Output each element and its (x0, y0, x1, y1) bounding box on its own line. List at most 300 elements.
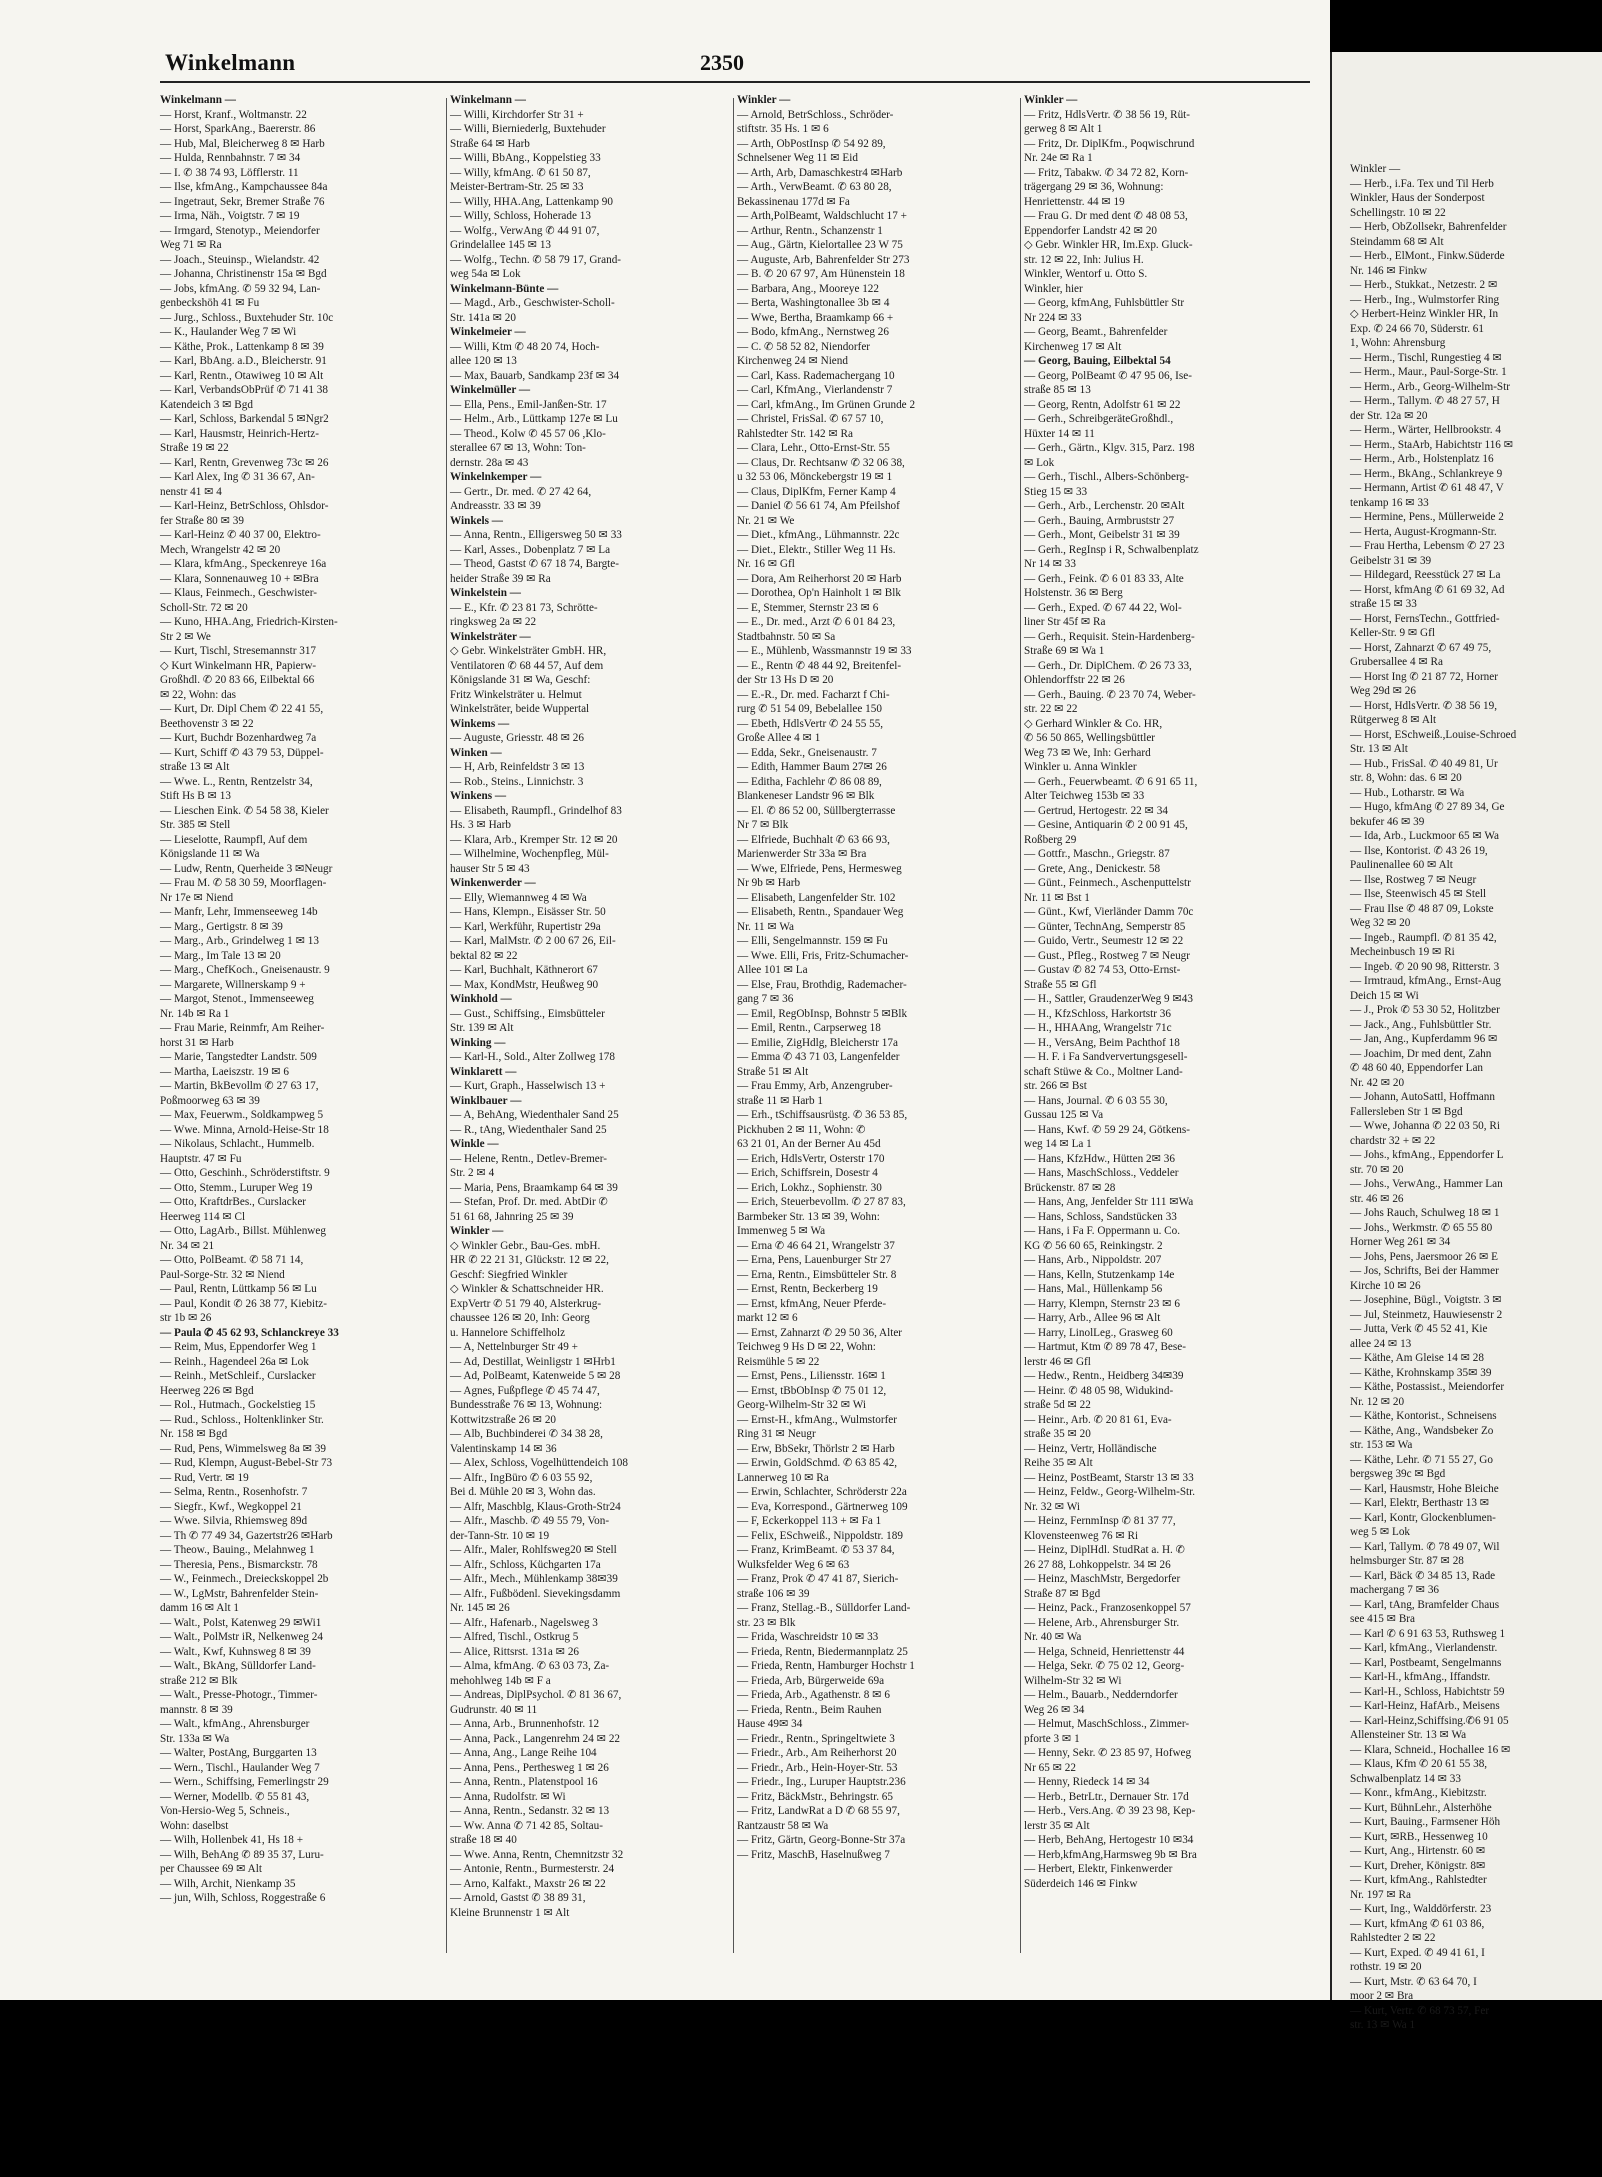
directory-entry: — Karl, VerbandsObPrüf ✆ 71 41 38 (160, 384, 328, 396)
directory-entry: Kirche 10 ✉ 26 (1350, 1279, 1421, 1292)
directory-entry: — Konr., kfmAng., Kiebitzstr. (1350, 1787, 1487, 1799)
directory-entry: — Helmut, MaschSchloss., Zimmer- (1024, 1718, 1190, 1730)
directory-entry: — Guido, Vertr., Seumestr 12 ✉ 22 (1024, 935, 1184, 947)
directory-entry: Nr 14 ✉ 33 (1024, 558, 1076, 570)
directory-entry: — Arth., VerwBeamt. ✆ 63 80 28, (737, 181, 892, 193)
directory-entry: str. 266 ✉ Bst (1024, 1080, 1087, 1092)
directory-entry: — Otto, KraftdrBes., Curslacker (160, 1196, 307, 1208)
directory-entry: Königslande 11 ✉ Wa (160, 848, 260, 860)
directory-entry: Ohlendorffstr 22 ✉ 26 (1024, 674, 1125, 686)
directory-entry: — Käthe, Prok., Lattenkamp 8 ✉ 39 (160, 340, 324, 353)
directory-entry: Fallersleben Str 1 ✉ Bgd (1350, 1105, 1463, 1118)
directory-entry: Grindelallee 145 ✉ 13 (450, 239, 552, 251)
directory-entry: Winkler u. Anna Winkler (1024, 761, 1137, 773)
directory-entry: — Karl ✆ 6 91 63 53, Ruthsweg 1 (1350, 1627, 1506, 1640)
directory-entry: Nr. 40 ✉ Wa (1024, 1631, 1082, 1643)
directory-entry: — Arnold, BetrSchloss., Schröder- (737, 108, 894, 121)
directory-entry: — Herb., BetrLtr., Dernauer Str. 17d (1024, 1790, 1189, 1803)
directory-entry: Hüxter 14 ✉ 11 (1024, 427, 1095, 440)
directory-entry: Winkelsträter — (450, 630, 531, 643)
directory-entry: — Alfr., Mech., Mühlenkamp 38✉39 (450, 1573, 618, 1585)
directory-entry: 1, Wohn: Ahrensburg (1350, 337, 1446, 349)
directory-entry: — Gerh., Tischl., Albers-Schönberg- (1024, 471, 1189, 483)
page-number: 2350 (700, 50, 744, 75)
directory-entry: — Irma, Näh., Voigtstr. 7 ✉ 19 (160, 210, 300, 222)
directory-entry: — Willy, HHA.Ang, Lattenkamp 90 (450, 195, 613, 208)
directory-entry: pforte 3 ✉ 1 (1024, 1732, 1080, 1745)
directory-entry: str 1b ✉ 26 (160, 1312, 212, 1324)
directory-entry: Kirchenweg 24 ✉ Niend (737, 355, 848, 367)
directory-entry: — Alfr., Maschb. ✆ 49 55 79, Von- (450, 1515, 610, 1527)
directory-entry: — Rob., Steins., Linnichstr. 3 (450, 775, 584, 788)
directory-entry: — Frau G. Dr med dent ✆ 48 08 53, (1024, 210, 1188, 222)
directory-entry: — Wwe, Johanna ✆ 22 03 50, Ri (1350, 1120, 1500, 1132)
directory-entry: — A, BehAng, Wiedenthaler Sand 25 (450, 1109, 619, 1121)
directory-entry: Stift Hs B ✉ 13 (160, 790, 231, 802)
directory-entry: — Margarete, Willnerskamp 9 + (160, 978, 306, 991)
directory-entry: Nr 224 ✉ 33 (1024, 311, 1082, 324)
directory-entry: — Gustav ✆ 82 74 53, Otto-Ernst- (1024, 964, 1181, 976)
directory-entry: — Jack., Ang., Fuhlsbüttler Str. (1350, 1018, 1492, 1031)
directory-entry: bektal 82 ✉ 22 (450, 949, 518, 962)
directory-entry: — W., LgMstr, Bahrenfelder Stein- (160, 1587, 319, 1600)
directory-entry: Barmbeker Str. 13 ✉ 39, Wohn: (737, 1210, 880, 1223)
directory-entry: — Hans, Arb., Nippoldstr. 207 (1024, 1254, 1162, 1266)
directory-entry: — Anna, Pens., Perthesweg 1 ✉ 26 (450, 1761, 609, 1774)
directory-entry: — Clara, Lehr., Otto-Ernst-Str. 55 (737, 442, 890, 454)
directory-entry: Nr. 24e ✉ Ra 1 (1024, 152, 1093, 164)
directory-entry: — H., VersAng, Beim Pachthof 18 (1024, 1036, 1180, 1049)
directory-entry: — Georg, kfmAng, Fuhlsbüttler Str (1024, 297, 1185, 309)
directory-entry: — Ilse, kfmAng., Kampchaussee 84a (160, 181, 328, 193)
directory-entry: Rantzaustr 58 ✉ Wa (737, 1819, 829, 1832)
directory-entry: dernstr. 28a ✉ 43 (450, 456, 529, 469)
directory-entry: — Erwin, Schlachter, Schröderstr 22a (737, 1486, 907, 1498)
directory-entry: Winkenwerder — (450, 877, 536, 889)
directory-entry: ✉ Lok (1024, 456, 1055, 469)
directory-entry: — Günt., Feinmech., Aschenputtelstr (1024, 877, 1191, 889)
directory-entry: — Herm., Tischl, Rungestieg 4 ✉ (1350, 351, 1502, 364)
directory-entry: — Anna, Rudolfstr. ✉ Wi (450, 1790, 566, 1803)
directory-entry: — W., Feinmech., Dreieckskoppel 2b (160, 1573, 329, 1585)
directory-entry: Winkler — (450, 1225, 504, 1237)
directory-entry: genbeckshöh 41 ✉ Fu (160, 297, 260, 309)
directory-entry: — Horst, ESchweiß.,Louise-Schroed (1350, 728, 1517, 741)
directory-entry: straße 18 ✉ 40 (450, 1834, 517, 1846)
directory-entry: — Erich, HdlsVertr, Osterstr 170 (737, 1152, 885, 1165)
directory-entry: — Helm., Arb., Lüttkamp 127e ✉ Lu (450, 413, 618, 425)
column-divider (446, 98, 447, 1953)
directory-entry: — Hub., Lotharstr. ✉ Wa (1350, 786, 1465, 799)
directory-entry: — Heinz, FernmInsp ✆ 81 37 77, (1024, 1515, 1176, 1527)
directory-entry: — Horst, Kranf., Woltmanstr. 22 (160, 108, 307, 121)
directory-entry: Georg-Wilhelm-Str 32 ✉ Wi (737, 1399, 866, 1411)
directory-entry: — Aug., Gärtn, Kielortallee 23 W 75 (737, 239, 903, 251)
directory-entry: Geschf: Siegfried Winkler (450, 1268, 568, 1281)
directory-entry: Nr. 32 ✉ Wi (1024, 1500, 1080, 1513)
column-1 (160, 93, 442, 1953)
directory-entry: — Gerh., Feink. ✆ 6 01 83 33, Alte (1024, 572, 1184, 585)
directory-entry: Str 2 ✉ We (160, 630, 211, 643)
directory-entry: — Ernst, kfmAng, Neuer Pferde- (737, 1297, 887, 1310)
directory-entry: — El. ✆ 86 52 00, Süllbergterrasse (737, 804, 896, 817)
directory-entry: ◇ Herbert-Heinz Winkler HR, In (1350, 308, 1499, 320)
directory-entry: gang 7 ✉ 36 (737, 993, 794, 1005)
directory-entry: — Marg., ChefKoch., Gneisenaustr. 9 (160, 964, 330, 976)
directory-entry: — Georg, Rentn, Adolfstr 61 ✉ 22 (1024, 398, 1181, 411)
directory-entry: — Arth,PolBeamt, Waldschlucht 17 + (737, 210, 907, 222)
directory-entry: Teichweg 9 Hs D ✉ 22, Wohn: (737, 1341, 876, 1353)
directory-entry: Reihe 35 ✉ Alt (1024, 1457, 1093, 1469)
directory-entry: — Reim, Mus, Eppendorfer Weg 1 (160, 1341, 317, 1353)
directory-entry: — Karl, Werkführ, Rupertistr 29a (450, 920, 601, 933)
directory-entry: Winkler, hier (1024, 282, 1083, 295)
directory-entry: — Frieda, Rentn, Biedermannplatz 25 (737, 1645, 908, 1658)
directory-entry: — Hermann, Artist ✆ 61 48 47, V (1350, 482, 1504, 494)
directory-entry: — Martha, Laeiszstr. 19 ✉ 6 (160, 1065, 289, 1078)
directory-entry: — Marg., Arb., Grindelweg 1 ✉ 13 (160, 935, 319, 947)
directory-entry: — Max, Feuerwm., Soldkampweg 5 (160, 1109, 324, 1121)
directory-entry: — Nikolaus, Schlacht., Hummelb. (160, 1138, 315, 1150)
directory-entry: Winkelmann — (160, 94, 236, 106)
directory-entry: — Käthe, Ang., Wandsbeker Zo (1350, 1424, 1494, 1437)
directory-entry: Nr. 197 ✉ Ra (1350, 1888, 1411, 1901)
directory-entry: — Heinz, MaschMstr, Bergedorfer (1024, 1573, 1181, 1585)
directory-entry: — Kurt, ✉RB., Hessenweg 10 (1350, 1830, 1488, 1843)
directory-entry: Stadtbahnstr. 50 ✉ Sa (737, 630, 836, 643)
directory-entry: — Stefan, Prof. Dr. med. AbtDir ✆ (450, 1196, 608, 1208)
directory-entry: — Grete, Ang., Denickestr. 58 (1024, 862, 1161, 875)
directory-entry: Nr. 11 ✉ Wa (737, 920, 794, 933)
directory-entry: — Rol., Hutmach., Gockelstieg 15 (160, 1399, 316, 1411)
directory-entry: — Kurt, Buchdr Bozenhardweg 7a (160, 732, 317, 744)
directory-entry: — Dorothea, Op'n Hainholt 1 ✉ Blk (737, 587, 901, 599)
directory-entry: Nr. 21 ✉ We (737, 514, 795, 527)
directory-entry: — Gerh., Arb., Lerchenstr. 20 ✉Alt (1024, 500, 1185, 512)
directory-entry: — Johs., VerwAng., Hammer Lan (1350, 1178, 1503, 1190)
directory-entry: — Hans, Mal., Hüllenkamp 56 (1024, 1283, 1163, 1295)
directory-entry: — Karl, Schloss, Barkendal 5 ✉Ngr2 (160, 413, 329, 425)
directory-entry: ringksweg 2a ✉ 22 (450, 616, 537, 628)
column-divider (1020, 98, 1021, 1953)
directory-entry: Gussau 125 ✉ Va (1024, 1109, 1104, 1121)
directory-entry: Winkelmann — (450, 94, 526, 106)
directory-entry: — Frau Marie, Reinmfr, Am Reiher- (160, 1022, 325, 1034)
directory-entry: — Elli, Sengelmannstr. 159 ✉ Fu (737, 935, 888, 947)
column-2 (450, 93, 732, 1953)
directory-entry: Nr. 34 ✉ 21 (160, 1239, 215, 1252)
directory-entry: — Hans, Klempn., Eisässer Str. 50 (450, 906, 606, 918)
directory-entry: Hause 49✉ 34 (737, 1718, 803, 1730)
directory-entry: — Erwin, GoldSchmd. ✆ 63 85 42, (737, 1457, 898, 1469)
directory-entry: Winkhold — (450, 993, 512, 1005)
directory-entry: — Henny, Riedeck 14 ✉ 34 (1024, 1776, 1150, 1788)
directory-entry: — Magd., Arb., Geschwister-Scholl- (450, 297, 615, 309)
directory-entry: — Arth, Arb, Damaschkestr4 ✉Harb (737, 166, 903, 179)
directory-entry: — Carl, kfmAng., Im Grünen Grunde 2 (737, 398, 916, 411)
directory-entry: — Theresia, Pens., Bismarckstr. 78 (160, 1558, 318, 1571)
directory-entry: — Herm., BkAng., Schlankreye 9 (1350, 467, 1503, 480)
directory-entry: per Chaussee 69 ✉ Alt (160, 1863, 262, 1875)
directory-entry: — Willi, Kirchdorfer Str 31 + (450, 108, 584, 121)
directory-entry: — Rud, Vertr. ✉ 19 (160, 1471, 249, 1484)
directory-entry: — Arthur, Rentn., Schanzenstr 1 (737, 224, 883, 237)
directory-entry: — Karl, BbAng. a.D., Bleicherstr. 91 (160, 355, 327, 367)
directory-entry: ExpVertr ✆ 51 79 40, Alsterkrug- (450, 1297, 602, 1310)
directory-entry: — Otto, PolBeamt. ✆ 58 71 14, (160, 1254, 304, 1266)
header-rule (160, 81, 1310, 83)
directory-entry: — Käthe, Kontorist., Schneisens (1350, 1410, 1497, 1422)
directory-entry: — Karl, Buchhalt, Käthnerort 67 (450, 964, 598, 976)
directory-entry: — Gottfr., Maschn., Griegstr. 87 (1024, 848, 1170, 860)
directory-entry: — Barbara, Ang., Mooreye 122 (737, 282, 879, 295)
directory-entry: — Herm., Maur., Paul-Sorge-Str. 1 (1350, 366, 1507, 378)
directory-entry: — Hub., FrisSal. ✆ 40 49 81, Ur (1350, 757, 1498, 770)
directory-entry: — Marie, Tangstedter Landstr. 509 (160, 1051, 317, 1063)
directory-entry: — Heinz, Feldw., Georg-Wilhelm-Str. (1024, 1486, 1196, 1498)
directory-entry: — Jobs, kfmAng. ✆ 59 32 94, Lan- (160, 282, 321, 295)
directory-entry: ✉ 22, Wohn: das (160, 688, 237, 701)
directory-entry: ◇ Gerhard Winkler & Co. HR, (1024, 717, 1163, 730)
directory-entry: — Manfr, Lehr, Immenseeweg 14b (160, 906, 318, 918)
directory-entry: Kleine Brunnenstr 1 ✉ Alt (450, 1906, 570, 1919)
directory-entry: — H., Sattler, GraudenzerWeg 9 ✉43 (1024, 993, 1193, 1005)
directory-entry: markt 12 ✉ 6 (737, 1312, 798, 1324)
directory-entry: Schnelsener Weg 11 ✉ Eid (737, 152, 858, 164)
directory-entry: — Agnes, Fußpflege ✆ 45 74 47, (450, 1384, 600, 1397)
directory-entry: Schellingstr. 10 ✉ 22 (1350, 206, 1446, 219)
directory-entry: Stieg 15 ✉ 33 (1024, 485, 1088, 498)
directory-entry: chardstr 32 + ✉ 22 (1350, 1134, 1436, 1147)
directory-entry: — Karl, Tallym. ✆ 78 49 07, Wil (1350, 1540, 1500, 1553)
directory-entry: straße 5d ✉ 22 (1024, 1399, 1091, 1411)
directory-entry: Straße 69 ✉ Wa 1 (1024, 645, 1105, 657)
directory-entry: Str. 139 ✉ Alt (450, 1022, 514, 1034)
directory-entry: — Willy, Schloss, Hoherade 13 (450, 210, 591, 222)
directory-entry: — Karl-Heinz,Schiffsing.✆6 91 05 (1350, 1714, 1509, 1727)
directory-entry: str. 22 ✉ 22 (1024, 703, 1078, 715)
directory-entry: — Ilse, Steenwisch 45 ✉ Stell (1350, 888, 1487, 900)
directory-entry: — Willi, Ktm ✆ 48 20 74, Hoch- (450, 340, 600, 353)
directory-entry: Str. 13 ✉ Alt (1350, 743, 1408, 755)
directory-entry: Horner Weg 261 ✉ 34 (1350, 1236, 1451, 1248)
directory-entry: Eppendorfer Landstr 42 ✉ 20 (1024, 224, 1158, 237)
directory-entry: helmsburger Str. 87 ✉ 28 (1350, 1555, 1464, 1567)
directory-entry: Kirchenweg 17 ✉ Alt (1024, 340, 1122, 353)
directory-entry: str. 12 ✉ 22, Inh: Julius H. (1024, 253, 1144, 266)
directory-entry: — Ernst, Zahnarzt ✆ 29 50 36, Alter (737, 1326, 903, 1339)
directory-entry: — Frau Hertha, Lebensm ✆ 27 23 (1350, 540, 1505, 552)
directory-entry: — Ww. Anna ✆ 71 42 85, Soltau- (450, 1819, 603, 1832)
directory-entry: — Willi, Bierniederlg, Buxtehuder (450, 123, 606, 135)
directory-entry: — Jutta, Verk ✆ 45 52 41, Kie (1350, 1323, 1488, 1335)
directory-entry: — Anna, Ang., Lange Reihe 104 (450, 1747, 597, 1759)
directory-entry: — Dora, Am Reiherhorst 20 ✉ Harb (737, 572, 902, 585)
directory-entry: — Herm., Arb., Holstenplatz 16 (1350, 453, 1494, 465)
directory-entry: — Friedr., Arb., Hein-Hoyer-Str. 53 (737, 1761, 898, 1774)
directory-entry: Nr 9b ✉ Harb (737, 877, 801, 889)
directory-entry: — Diet., kfmAng., Lühmannstr. 22c (737, 529, 900, 541)
directory-entry: — Karl, Hausmstr, Hohe Bleiche (1350, 1482, 1499, 1495)
directory-entry: — Willi, BbAng., Koppelstieg 33 (450, 152, 601, 164)
directory-entry: — Arnold, Gastst ✆ 38 89 31, (450, 1892, 586, 1904)
directory-entry: — Anna, Pack., Langenrehm 24 ✉ 22 (450, 1732, 621, 1745)
directory-entry: — Johs., Werkmstr. ✆ 65 55 80 (1350, 1221, 1493, 1234)
directory-entry: — Fritz, Dr. DiplKfm., Poqwischrund (1024, 137, 1195, 150)
directory-entry: — Th ✆ 77 49 34, Gazertstr26 ✉Harb (160, 1529, 333, 1542)
directory-entry: — Karl-Heinz, HafArb., Meisens (1350, 1700, 1500, 1712)
directory-entry: — E., Rentn ✆ 48 44 92, Breitenfel- (737, 659, 902, 672)
directory-entry: — Friedr., Rentn., Springeltwiete 3 (737, 1732, 895, 1745)
directory-entry: — Hans, KfzHdw., Hütten 2✉ 36 (1024, 1152, 1175, 1165)
directory-entry: — Kurt, kfmAng., Rahlstedter (1350, 1874, 1487, 1886)
directory-entry: Str. 2 ✉ 4 (450, 1167, 495, 1179)
directory-entry: Winkens — (450, 790, 507, 802)
directory-entry: machergang 7 ✉ 36 (1350, 1584, 1440, 1596)
directory-entry: — Heinr., Arb. ✆ 20 81 61, Eva- (1024, 1413, 1172, 1426)
directory-entry: — Hans, Kwf. ✆ 59 29 24, Götkens- (1024, 1123, 1190, 1136)
directory-entry: — Herb, BehAng, Hertogestr 10 ✉34 (1024, 1834, 1194, 1846)
directory-entry: — Walt., BkAng, Sülldorfer Land- (160, 1660, 316, 1672)
directory-entry: ✆ 56 50 865, Wellingsbüttler (1024, 732, 1156, 744)
directory-entry: — Ilse, Kontorist. ✆ 43 26 19, (1350, 844, 1488, 857)
directory-entry: — Frieda, Rentn., Beim Rauhen (737, 1703, 882, 1716)
directory-entry: — Erich, Lokhz., Sophienstr. 30 (737, 1181, 882, 1194)
directory-entry: Winkems — (450, 717, 510, 730)
directory-entry: — Käthe, Krohnskamp 35✉ 39 (1350, 1366, 1492, 1379)
directory-entry: — Wwe. Elli, Fris, Fritz-Schumacher- (737, 949, 909, 962)
directory-entry: — Jul, Steinmetz, Hauwiesenstr 2 (1350, 1308, 1503, 1321)
directory-entry: — Joach., Steuinsp., Wielandstr. 42 (160, 253, 320, 266)
directory-entry: — Georg, Bauing, Eilbektal 54 (1024, 355, 1171, 367)
directory-entry: nenstr 41 ✉ 4 (160, 485, 222, 498)
directory-entry: Wulksfelder Weg 6 ✉ 63 (737, 1558, 850, 1571)
directory-entry: str. 153 ✉ Wa (1350, 1439, 1413, 1451)
directory-entry: Katendeich 3 ✉ Bgd (160, 398, 253, 411)
directory-entry: str. 23 ✉ Blk (737, 1616, 796, 1629)
directory-entry: — Walt., kfmAng., Ahrensburger (160, 1718, 310, 1730)
directory-entry: ◇ Winkler & Schattschneider HR. (450, 1283, 604, 1295)
directory-entry: — Ludw, Rentn, Querheide 3 ✉Neugr (160, 862, 333, 875)
directory-entry: horst 31 ✉ Harb (160, 1036, 234, 1049)
directory-entry: — Frau M. ✆ 58 30 59, Moorflagen- (160, 877, 327, 889)
directory-entry: 63 21 01, An der Berner Au 45d (737, 1138, 881, 1150)
directory-entry: Winkler, Wentorf u. Otto S. (1024, 268, 1148, 280)
directory-entry: — Marg., Im Tale 13 ✉ 20 (160, 949, 281, 962)
directory-entry: liner Str 45f ✉ Ra (1024, 616, 1106, 628)
directory-entry: — Horst, SparkAng., Baererstr. 86 (160, 123, 316, 135)
directory-entry: — Herb., Vers.Ang. ✆ 39 23 98, Kep- (1024, 1805, 1196, 1817)
directory-entry: — Jurg., Schloss., Buxtehuder Str. 10c (160, 311, 334, 324)
directory-entry: — Diet., Elektr., Stiller Weg 11 Hs. (737, 543, 896, 556)
directory-entry: — Hartmut, Ktm ✆ 89 78 47, Bese- (1024, 1341, 1186, 1353)
directory-entry: — Heinr. ✆ 48 05 98, Widukind- (1024, 1384, 1174, 1397)
directory-entry: HR ✆ 22 21 31, Glückstr. 12 ✉ 22, (450, 1254, 609, 1266)
directory-entry: — Gerh., Bauing. ✆ 23 70 74, Weber- (1024, 688, 1196, 701)
directory-entry: Allee 101 ✉ La (737, 964, 808, 976)
directory-entry: Holstenstr. 36 ✉ Berg (1024, 587, 1123, 599)
directory-entry: Mecheinbusch 19 ✉ Ri (1350, 946, 1455, 958)
directory-entry: — Erich, Schiffsrein, Dosestr 4 (737, 1167, 878, 1179)
directory-entry: — H, Arb, Reinfeldstr 3 ✉ 13 (450, 761, 585, 773)
directory-entry: — Karl-Heinz ✆ 40 37 00, Elektro- (160, 529, 321, 541)
directory-entry: — Elfriede, Buchhalt ✆ 63 66 93, (737, 833, 890, 846)
directory-entry: — Gerh., Exped. ✆ 67 44 22, Wol- (1024, 601, 1182, 614)
directory-entry: — Herb,kfmAng,Harmsweg 9b ✉ Bra (1024, 1848, 1197, 1861)
directory-entry: — Kurt, Mstr. ✆ 63 64 70, I (1350, 1975, 1477, 1988)
directory-entry: straße 15 ✉ 33 (1350, 598, 1417, 610)
directory-entry: — Herm., Wärter, Hellbrookstr. 4 (1350, 424, 1501, 436)
directory-entry: straße 13 ✉ Alt (160, 761, 230, 773)
directory-entry: — Klara, Schneid., Hochallee 16 ✉ (1350, 1743, 1511, 1756)
directory-entry: — Heinz, PostBeamt, Starstr 13 ✉ 33 (1024, 1471, 1194, 1484)
directory-entry: — Herb, ObZollsekr, Bahrenfelder (1350, 221, 1507, 233)
directory-entry: — Fritz, Tabakw. ✆ 34 72 82, Korn- (1024, 166, 1189, 179)
directory-entry: — Herm., Arb., Georg-Wilhelm-Str (1350, 380, 1510, 393)
directory-entry: — Paul, Rentn, Lüttkamp 56 ✉ Lu (160, 1283, 317, 1295)
directory-entry: Bekassinenau 177d ✉ Fa (737, 195, 850, 208)
directory-entry: — Erh., tSchiffsausrüstg. ✆ 36 53 85, (737, 1109, 908, 1121)
directory-entry: Immenweg 5 ✉ Wa (737, 1225, 826, 1237)
directory-entry: — Klara, Arb., Kremper Str. 12 ✉ 20 (450, 833, 618, 846)
directory-entry: — I. ✆ 38 74 93, Löfflerstr. 11 (160, 166, 299, 179)
facing-page (1330, 52, 1602, 2031)
directory-entry: tenkamp 16 ✉ 33 (1350, 496, 1429, 509)
directory-entry: Paulinenallee 60 ✉ Alt (1350, 859, 1453, 871)
directory-entry: — Ingeb., Raumpfl. ✆ 81 35 42, (1350, 931, 1497, 944)
directory-entry: Straße 64 ✉ Harb (450, 137, 530, 150)
directory-entry: Königslande 31 ✉ Wa, Geschf: (450, 674, 591, 686)
directory-entry: — Felix, ESchweiß., Nippoldstr. 189 (737, 1529, 903, 1542)
directory-entry: — Herb., i.Fa. Tex und Til Herb (1350, 177, 1494, 190)
directory-entry: — Klaus, Feinmech., Geschwister- (160, 587, 317, 599)
directory-entry: bekufer 46 ✉ 39 (1350, 815, 1425, 828)
directory-entry: — Helene, Rentn., Detlev-Bremer- (450, 1152, 607, 1165)
directory-entry: — Franz, Stellag.-B., Sülldorfer Land- (737, 1602, 911, 1614)
directory-entry: Große Allee 4 ✉ 1 (737, 732, 821, 744)
directory-entry: — E, Stemmer, Sternstr 23 ✉ 6 (737, 601, 879, 614)
directory-entry: — Harry, LinolLeg., Grasweg 60 (1024, 1326, 1173, 1339)
directory-entry: — Otto, LagArb., Billst. Mühlenweg (160, 1225, 326, 1237)
directory-entry: — Emil, Rentn., Carpserweg 18 (737, 1022, 881, 1034)
directory-entry: Beethovenstr 3 ✉ 22 (160, 717, 254, 730)
directory-entry: Weg 73 ✉ We, Inh: Gerhard (1024, 746, 1151, 759)
facing-page-column (1350, 162, 1600, 2031)
directory-entry: Scholl-Str. 72 ✉ 20 (160, 601, 248, 614)
directory-entry: — Jos, Schrifts, Bei der Hammer (1350, 1265, 1499, 1277)
directory-entry: Weg 32 ✉ 20 (1350, 917, 1411, 929)
directory-entry: str. 46 ✉ 26 (1350, 1192, 1404, 1205)
directory-entry: — Wwe, Elfriede, Pens, Hermesweg (737, 862, 902, 875)
directory-entry: — Theod., Kolw ✆ 45 57 06 ,Klo- (450, 427, 606, 440)
directory-entry: ◇ Gebr. Winkelsträter GmbH. HR, (450, 645, 607, 657)
directory-entry: Süderdeich 146 ✉ Finkw (1024, 1877, 1138, 1890)
directory-entry: — Else, Frau, Brothdig, Rademacher- (737, 978, 907, 991)
directory-entry: — Max, KondMstr, Heußweg 90 (450, 978, 599, 991)
directory-entry: Rahlstedter Str. 142 ✉ Ra (737, 427, 853, 440)
directory-entry: — Rud, Klempn, August-Bebel-Str 73 (160, 1457, 333, 1469)
directory-entry: gerweg 8 ✉ Alt 1 (1024, 123, 1103, 135)
directory-entry: — Alfr., Schloss, Küchgarten 17a (450, 1558, 601, 1571)
directory-entry: — Elisabeth, Raumpfl., Grindelhof 83 (450, 804, 622, 817)
directory-entry: Nr. 146 ✉ Finkw (1350, 264, 1428, 277)
directory-entry: — Alfr., Fußbödenl. Sievekingsdamm (450, 1587, 621, 1600)
directory-entry: — Erich, Steuerbevollm. ✆ 27 87 83, (737, 1196, 906, 1208)
directory-entry: — Josephine, Bügl., Voigtstr. 3 ✉ (1350, 1294, 1502, 1306)
directory-entry: stiftstr. 35 Hs. 1 ✉ 6 (737, 123, 829, 135)
directory-entry: straße 11 ✉ Harb 1 (737, 1094, 824, 1107)
directory-entry: — Alice, Rittsrst. 131a ✉ 26 (450, 1645, 580, 1658)
